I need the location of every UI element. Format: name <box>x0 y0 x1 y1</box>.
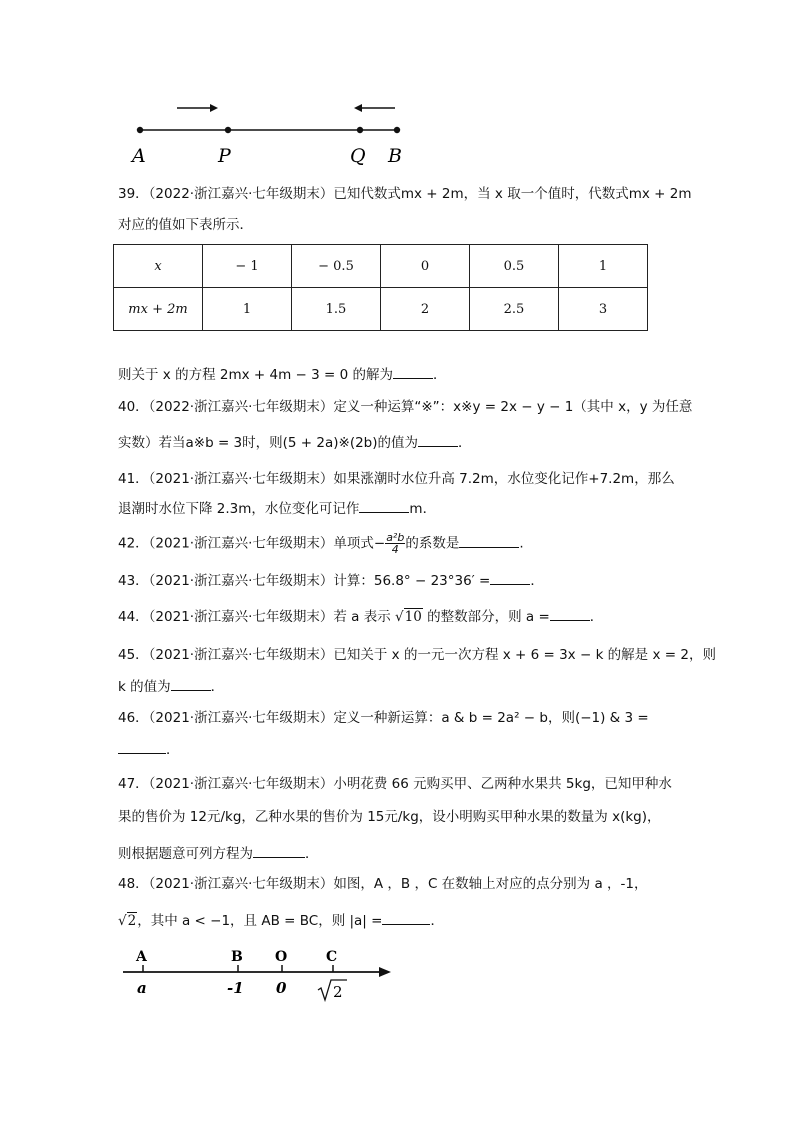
point-a-dot <box>137 127 143 133</box>
q44-suffix: 的整数部分，则 a = <box>427 609 550 625</box>
label-a: A <box>132 145 146 167</box>
label-b: B <box>388 145 402 167</box>
answer-blank[interactable] <box>550 606 590 621</box>
q39-line1: 39．（2022·浙江嘉兴·七年级期末）已知代数式mx + 2m，当 x 取一个值时，代数式mx + 2m <box>118 186 692 202</box>
right-arrow-icon <box>177 104 218 112</box>
value-table <box>113 244 648 331</box>
table-cell: x <box>114 245 203 288</box>
answer-blank[interactable] <box>382 910 430 925</box>
answer-blank[interactable] <box>359 498 409 513</box>
axis-arrow-icon <box>379 967 391 977</box>
q42-line: 42．（2021·浙江嘉兴·七年级期末）单项式− $\frac{\text{a²b}}{4}$ 的系数是 . <box>118 531 524 556</box>
q43-line: 43．（2021·浙江嘉兴·七年级期末）计算：56.8° − 23°36′ = ． <box>118 570 544 592</box>
label-a: A <box>136 949 147 965</box>
table-cell: mx + 2m <box>114 288 203 331</box>
table-cell: − 0.5 <box>292 245 381 288</box>
point-p-dot <box>225 127 231 133</box>
q40-text: 实数）若当a※b = 3时，则(5 + 2a)※(2b)的值为 <box>118 435 419 451</box>
value-b: -1 <box>227 979 244 997</box>
q47-line2: 果的售价为 12元/kg，乙种水果的售价为 15元/kg，设小明购买甲种水果的数量为 x(kg)， <box>118 809 661 825</box>
label-o: O <box>275 949 288 965</box>
q44-line: 44．（2021·浙江嘉兴·七年级期末）若 a 表示 √10 的整数部分，则 a = ． <box>118 606 603 628</box>
table-cell: 2 <box>381 288 470 331</box>
q48-line2: √2，其中 a < −1，且 AB = BC，则 |a| = ． <box>118 910 444 932</box>
answer-blank[interactable] <box>490 570 530 585</box>
q39-text: 则关于 x 的方程 2mx + 4m − 3 = 0 的解为 <box>118 367 393 383</box>
fraction-denominator: 4 <box>391 543 399 556</box>
value-c-radicand: 2 <box>333 983 343 1001</box>
q48-line1: 48．（2021·浙江嘉兴·七年级期末）如图，A ，B ，C 在数轴上对应的点分别为 a ，-1， <box>118 876 648 892</box>
q42-prefix: 42．（2021·浙江嘉兴·七年级期末）单项式− <box>118 535 386 552</box>
value-c-sqrt <box>318 980 347 1001</box>
label-c: C <box>326 949 338 965</box>
q39-line2: 对应的值如下表所示． <box>118 217 253 233</box>
sqrt-radicand: 10 <box>404 609 422 625</box>
left-arrow-icon <box>354 104 395 112</box>
sqrt-radicand: 2 <box>127 913 137 929</box>
q47-line3: 则根据题意可列方程为 ． <box>118 843 319 865</box>
sqrt-expression: √10 <box>395 609 422 625</box>
q47-text: 则根据题意可列方程为 <box>118 846 253 862</box>
table-row <box>114 245 648 288</box>
answer-blank[interactable] <box>253 843 305 858</box>
value-o: 0 <box>276 979 287 997</box>
q45-text: k 的值为 <box>118 679 171 695</box>
q41-unit: m． <box>409 501 437 517</box>
fraction <box>385 532 405 555</box>
label-b: B <box>231 949 243 965</box>
q41-line2 <box>118 498 436 520</box>
answer-blank[interactable] <box>393 364 433 379</box>
point-b-dot <box>394 127 400 133</box>
q48-text: ，其中 a < −1，且 AB = BC，则 |a| = <box>137 913 383 929</box>
q41-text: 退潮时水位下降 2.3m，水位变化可记作 <box>118 501 360 517</box>
q43-text: 43．（2021·浙江嘉兴·七年级期末）计算：56.8° − 23°36′ = <box>118 573 491 589</box>
q46-line2: ． <box>118 739 180 761</box>
table-cell: 0.5 <box>470 245 559 288</box>
table-cell: − 1 <box>203 245 292 288</box>
table-cell: 0 <box>381 245 470 288</box>
sqrt-expression: √2 <box>118 913 137 929</box>
answer-blank[interactable] <box>171 676 211 691</box>
number-line-diagram <box>115 940 400 1010</box>
q39-line3: 则关于 x 的方程 2mx + 4m − 3 = 0 的解为 ． <box>118 364 446 386</box>
table-cell: 2.5 <box>470 288 559 331</box>
label-p: P <box>218 145 231 167</box>
fraction-numerator: a²b <box>386 531 405 544</box>
table-row <box>114 288 648 331</box>
q47-line1: 47．（2021·浙江嘉兴·七年级期末）小明花费 66 元购买甲、乙两种水果共 5kg，已知甲种水 <box>118 776 672 792</box>
q46-line1: 46．（2021·浙江嘉兴·七年级期末）定义一种新运算：a & b = 2a² − b，则(−1) & 3 = <box>118 710 649 726</box>
answer-blank[interactable] <box>118 739 166 754</box>
q40-line2: 实数）若当a※b = 3时，则(5 + 2a)※(2b)的值为 ． <box>118 432 472 454</box>
table-cell: 1 <box>559 245 648 288</box>
q41-line1: 41．（2021·浙江嘉兴·七年级期末）如果涨潮时水位升高 7.2m，水位变化记作+7.2m，那么 <box>118 471 675 487</box>
q42-suffix: 的系数是 <box>405 535 460 552</box>
answer-blank[interactable] <box>459 533 519 548</box>
value-a: a <box>137 979 147 997</box>
answer-blank[interactable] <box>418 432 458 447</box>
table-cell: 1.5 <box>292 288 381 331</box>
table-cell: 1 <box>203 288 292 331</box>
q44-prefix: 44．（2021·浙江嘉兴·七年级期末）若 a 表示 <box>118 609 391 625</box>
q45-line2: k 的值为 ． <box>118 676 224 698</box>
q45-line1: 45．（2021·浙江嘉兴·七年级期末）已知关于 x 的一元一次方程 x + 6 = 3x − k 的解是 x = 2，则 <box>118 647 716 663</box>
point-q-dot <box>357 127 363 133</box>
table-cell: 3 <box>559 288 648 331</box>
segment-diagram <box>120 95 420 170</box>
label-q: Q <box>350 145 366 167</box>
q40-line1: 40．（2022·浙江嘉兴·七年级期末）定义一种运算“※”：x※y = 2x − y − 1（其中 x，y 为任意 <box>118 399 693 415</box>
